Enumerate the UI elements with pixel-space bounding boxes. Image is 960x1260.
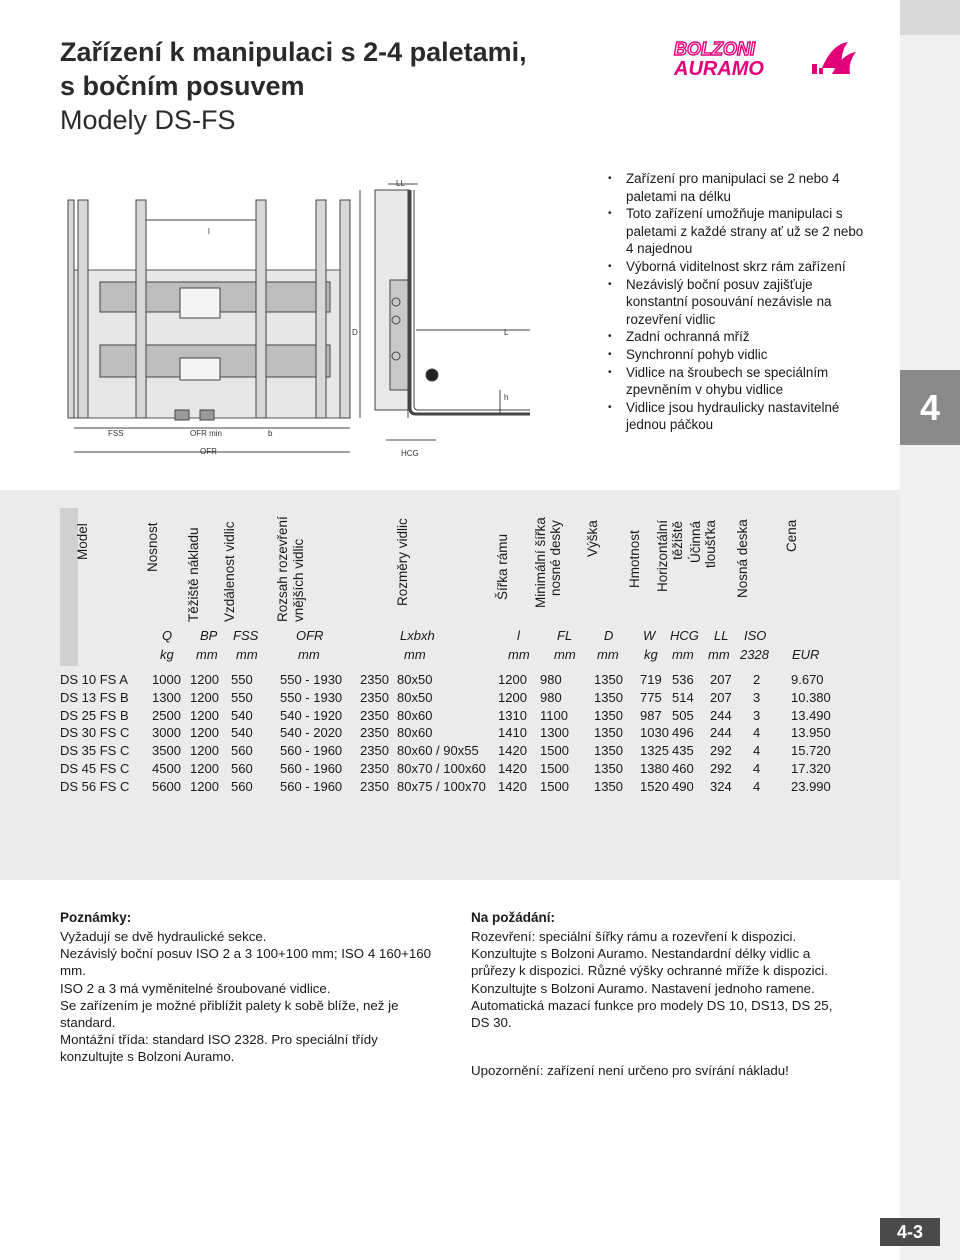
table-cell: 1350: [594, 761, 623, 776]
table-cell: 2350: [360, 761, 389, 776]
table-cell: 550: [231, 689, 253, 705]
unit-eur: EUR: [792, 647, 820, 662]
unit-ll: mm: [708, 647, 730, 662]
table-cell: 560: [231, 778, 253, 794]
notes-body: [60, 928, 445, 1066]
table-cell: 1380: [640, 761, 669, 776]
label-l: l: [208, 227, 210, 236]
table-cell: 80x60 / 90x55: [397, 743, 479, 759]
table-cell: 1000: [152, 672, 181, 687]
table-cell: 719: [640, 672, 662, 687]
symbol-bp: BP: [200, 628, 218, 643]
request-body: Rozevření: speciální šířky rámu a rozevření k dispozici. Konzultujte s Bolzoni Auramo. Nestandardní délky vidlic a průřezy k dispozici. Různé výšky ochranné mříže k dispozici. Konzultujte s Bolzoni Auramo. Nastavení jednoho ramene. Automatická mazací funkce pro modely DS 10, DS13, DS 25, DS 30.: [471, 929, 833, 1031]
table-cell: 987: [640, 707, 662, 723]
table-cell: 324: [710, 778, 732, 794]
table-cell: 2: [753, 672, 761, 687]
model-cell: DS 56 FS C: [60, 778, 130, 794]
symbol-w: W: [643, 628, 656, 643]
table-cell: 2350: [360, 725, 389, 741]
table-cell: 80x75 / 100x70: [397, 778, 486, 794]
symbol-l: l: [517, 628, 520, 643]
table-cell: 1500: [540, 761, 569, 776]
note-line: Montážní třída: standard ISO 2328. Pro speciální třídy konzultujte s Bolzoni Auramo.: [60, 1032, 378, 1065]
model-cell: DS 13 FS B: [60, 689, 129, 705]
technical-drawing: [60, 170, 530, 470]
table-cell: 435: [672, 743, 694, 759]
feature-item: • Zařízení pro manipulaci se 2 nebo 4 paletami na délku: [606, 170, 866, 205]
table-cell: 4: [753, 743, 761, 759]
feature-item: • Vidlice jsou hydraulicky nastavitelné jednou páčkou: [606, 399, 866, 434]
table-cell: 1200: [190, 761, 219, 776]
table-cell: 550 - 1930: [280, 689, 343, 705]
unit-q: kg: [160, 647, 174, 662]
page-number: 4-3: [880, 1218, 940, 1246]
symbol-hcg: HCG: [670, 628, 699, 643]
unit-iso: 2328: [740, 647, 769, 662]
table-cell: 514: [672, 689, 694, 705]
label-ll: LL: [396, 179, 405, 188]
table-cell: 80x50: [397, 672, 433, 687]
table-cell: 980: [540, 689, 562, 705]
table-cell: 3500: [152, 743, 181, 759]
table-cell: 80x50: [397, 689, 433, 705]
table-cell: 560: [231, 743, 253, 759]
logo-top-text: BOLZONI: [674, 39, 755, 59]
table-cell: 1350: [594, 743, 623, 759]
table-cell: 3: [753, 707, 761, 723]
table-cell: 4: [753, 778, 761, 794]
unit-fl: mm: [554, 647, 576, 662]
page-title-line1: Zařízení k manipulaci s 2-4 paletami,: [60, 37, 527, 67]
logo-bottom-text: AURAMO: [674, 58, 764, 78]
table-cell: 1200: [190, 778, 219, 794]
table-cell: 9.670: [791, 672, 824, 687]
feature-item: • Toto zařízení umožňuje manipulaci s paletami z každé strany ať už se 2 nebo 4 najednou: [606, 205, 866, 258]
table-cell: 1200: [190, 689, 219, 705]
unit-fss: mm: [236, 647, 258, 662]
table-cell: 1200: [190, 725, 219, 741]
warning-text: Upozornění: zařízení není určeno pro svírání nákladu!: [471, 1063, 789, 1078]
label-fss: FSS: [108, 429, 124, 438]
feature-item: • Synchronní pohyb vidlic: [606, 346, 866, 364]
note-line: ISO 2 a 3 má vyměnitelné šroubované vidlice.: [60, 980, 331, 996]
model-cell: DS 35 FS C: [60, 743, 130, 759]
table-cell: 1350: [594, 778, 623, 794]
table-cell: 490: [672, 778, 694, 794]
table-cell: 980: [540, 672, 562, 687]
label-b: b: [268, 429, 273, 438]
table-cell: 1300: [540, 725, 569, 741]
table-cell: 1420: [498, 761, 527, 776]
table-cell: 244: [710, 707, 732, 723]
table-cell: 1325: [640, 743, 669, 759]
table-cell: 505: [672, 707, 694, 723]
table-cell: 292: [710, 761, 732, 776]
table-cell: 10.380: [791, 689, 831, 705]
table-cell: 550: [231, 672, 253, 687]
table-cell: 540: [231, 725, 253, 741]
table-cell: 1520: [640, 778, 669, 794]
table-cell: 15.720: [791, 743, 831, 759]
model-cell: DS 25 FS B: [60, 707, 129, 723]
page-subtitle: Modely DS-FS: [60, 105, 236, 135]
table-cell: 2350: [360, 707, 389, 723]
table-cell: 560 - 1960: [280, 743, 343, 759]
notes-title: Poznámky:: [60, 910, 132, 925]
table-cell: 560 - 1960: [280, 761, 343, 776]
model-cell: DS 10 FS A: [60, 672, 128, 687]
symbol-lxbxh: Lxbxh: [400, 628, 435, 643]
table-cell: 1310: [498, 707, 527, 723]
label-d: D: [352, 328, 358, 337]
table-cell: 5600: [152, 778, 181, 794]
table-cell: 207: [710, 689, 732, 705]
table-cell: 1350: [594, 672, 623, 687]
feature-item: • Vidlice na šroubech se speciálním zpevněním v ohybu vidlice: [606, 364, 866, 399]
table-cell: 244: [710, 725, 732, 741]
table-cell: 1300: [152, 689, 181, 705]
table-cell: 536: [672, 672, 694, 687]
table-cell: 540 - 2020: [280, 725, 343, 741]
table-cell: 13.490: [791, 707, 831, 723]
logo-mark-icon: [812, 42, 856, 74]
unit-hcg: mm: [672, 647, 694, 662]
table-cell: 80x60: [397, 707, 433, 723]
table-cell: 1030: [640, 725, 669, 741]
symbol-q: Q: [162, 628, 173, 643]
label-hcg: HCG: [401, 449, 419, 458]
table-cell: 1200: [498, 689, 527, 705]
label-h: h: [504, 393, 509, 402]
table-cell: 2350: [360, 689, 389, 705]
label-big-l: L: [504, 328, 509, 337]
table-cell: 540 - 1920: [280, 707, 343, 723]
table-cell: 1200: [190, 743, 219, 759]
table-cell: 460: [672, 761, 694, 776]
note-line: Nezávislý boční posuv ISO 2 a 3 100+100 mm; ISO 4 160+160 mm.: [60, 946, 432, 979]
table-cell: 207: [710, 672, 732, 687]
request-title: Na požádání:: [471, 910, 556, 925]
symbol-ofr: OFR: [296, 628, 324, 643]
table-cell: 560: [231, 761, 253, 776]
table-cell: 550 - 1930: [280, 672, 343, 687]
table-cell: 23.990: [791, 778, 831, 794]
note-line: Vyžadují se dvě hydraulické sekce.: [60, 929, 267, 944]
unit-w: kg: [644, 647, 658, 662]
table-cell: 1410: [498, 725, 527, 741]
unit-ofr: mm: [298, 647, 320, 662]
feature-list: [606, 170, 866, 434]
table-cell: 1200: [190, 672, 219, 687]
table-cell: 1500: [540, 778, 569, 794]
table-cell: 4500: [152, 761, 181, 776]
table-cell: 496: [672, 725, 694, 741]
symbol-fss: FSS: [233, 628, 259, 643]
note-line: Se zařízením je možné přiblížit palety k sobě blíže, než je standard.: [60, 997, 399, 1031]
symbol-fl: FL: [557, 628, 573, 643]
table-cell: 4: [753, 761, 761, 776]
unit-l: mm: [508, 647, 530, 662]
page-title-line2: s bočním posuvem: [60, 71, 305, 101]
label-ofr: OFR: [200, 447, 217, 456]
label-ofr-min: OFR min: [190, 429, 222, 438]
unit-d: mm: [597, 647, 619, 662]
unit-lxbxh: mm: [404, 647, 426, 662]
table-cell: 3: [753, 689, 761, 705]
table-cell: 4: [753, 725, 761, 741]
table-cell: 292: [710, 743, 732, 759]
chapter-tab: 4: [900, 370, 960, 445]
table-cell: 1350: [594, 689, 623, 705]
symbol-iso: ISO: [744, 628, 767, 643]
table-cell: 3000: [152, 725, 181, 741]
side-strip: [900, 0, 960, 1260]
feature-item: • Výborná viditelnost skrz rám zařízení: [606, 258, 866, 276]
side-strip-top: [900, 0, 960, 35]
table-cell: 2350: [360, 743, 389, 759]
unit-bp: mm: [196, 647, 218, 662]
table-cell: 1420: [498, 778, 527, 794]
table-cell: 17.320: [791, 761, 831, 776]
table-cell: 13.950: [791, 725, 831, 741]
model-cell: DS 45 FS C: [60, 761, 130, 776]
table-cell: 1100: [540, 707, 568, 723]
table-cell: 540: [231, 707, 253, 723]
table-cell: 1200: [190, 707, 219, 723]
table-cell: 2500: [152, 707, 181, 723]
table-cell: 1500: [540, 743, 569, 759]
table-cell: 2350: [360, 778, 389, 794]
symbol-ll: LL: [714, 628, 729, 643]
table-cell: 1350: [594, 707, 623, 723]
feature-item: • Nezávislý boční posuv zajišťuje konstantní posouvání nezávisle na rozevření vidlic: [606, 276, 866, 329]
symbol-d: D: [604, 628, 614, 643]
table-cell: 80x60: [397, 725, 433, 741]
model-cell: DS 30 FS C: [60, 725, 130, 741]
table-cell: 2350: [360, 672, 389, 687]
table-cell: 775: [640, 689, 662, 705]
table-cell: 1200: [498, 672, 527, 687]
brand-logo: [672, 38, 858, 78]
table-cell: 1420: [498, 743, 527, 759]
table-cell: 80x70 / 100x60: [397, 761, 486, 776]
feature-item: • Zadní ochranná mříž: [606, 328, 866, 346]
table-cell: 1350: [594, 725, 623, 741]
table-cell: 560 - 1960: [280, 778, 343, 794]
